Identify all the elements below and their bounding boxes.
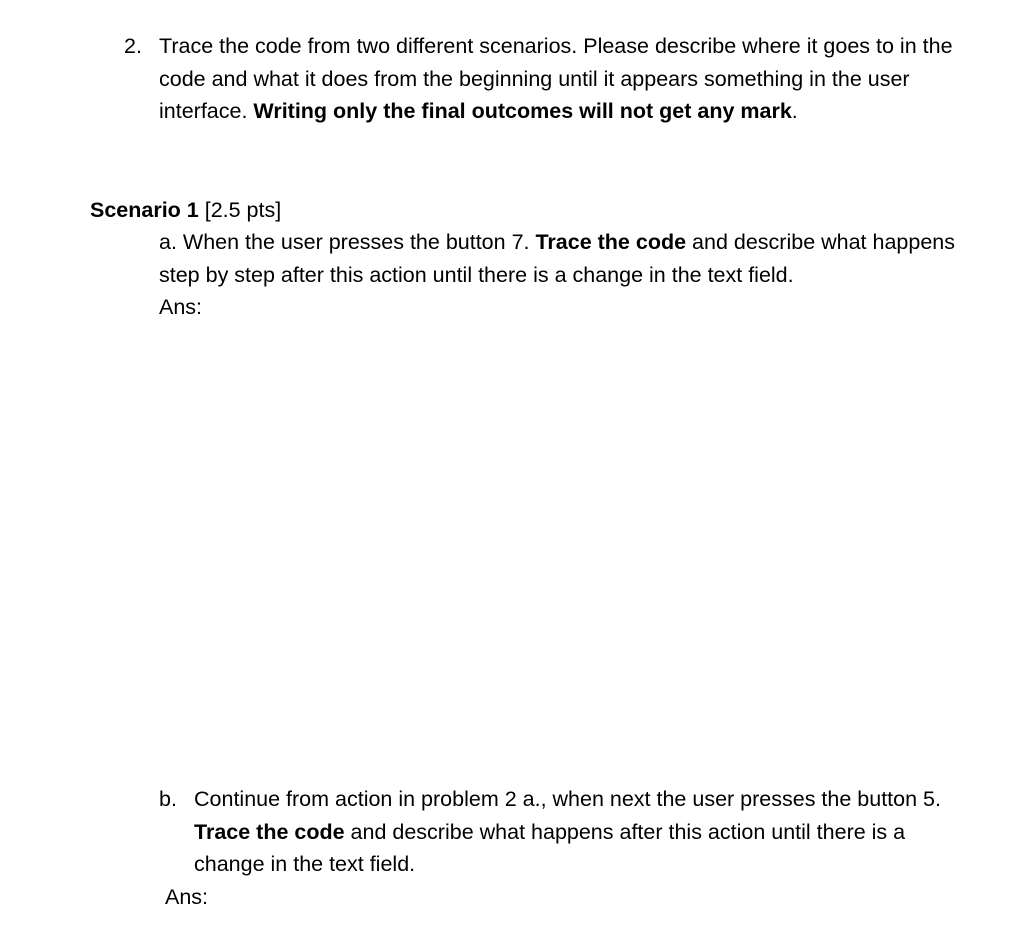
part-b-text: Continue from action in problem 2 a., when next the user presses the button 5. Trace the code and describe what happens after this action until there is a change in the text field. [194,787,941,876]
part-a-answer-label: Ans: [159,295,203,319]
part-b-label: b. [159,787,177,811]
part-b-answer-label: Ans: [165,885,209,909]
part-a-emphasis: Trace the code [535,230,687,254]
question-warning: Writing only the final outcomes will not get any mark [253,99,792,123]
scenario-heading [90,194,950,227]
part-a-text: a. When the user presses the button 7. Trace the code and describe what happens step by step after this action until there is a change in the text field. [159,230,956,287]
part-b [159,783,969,881]
part-b-emphasis: Trace the code [194,819,345,844]
scenario-points: [2.5 pts] [198,198,282,222]
question-instructions: Trace the code from two different scenarios. Please describe where it goes to in the code and what it does from the beginning until it appears something in the user interface. [159,34,953,123]
question-text: Trace the code from two different scenarios. Please describe where it goes to in the code and what it does from the beginning until it appears something in the user interface. Writing only the final outcomes will not get any mark. [159,34,953,123]
part-a [159,226,959,324]
question-number: 2. [124,34,142,58]
question-2 [124,30,964,128]
scenario-title: Scenario 1 [90,198,199,222]
